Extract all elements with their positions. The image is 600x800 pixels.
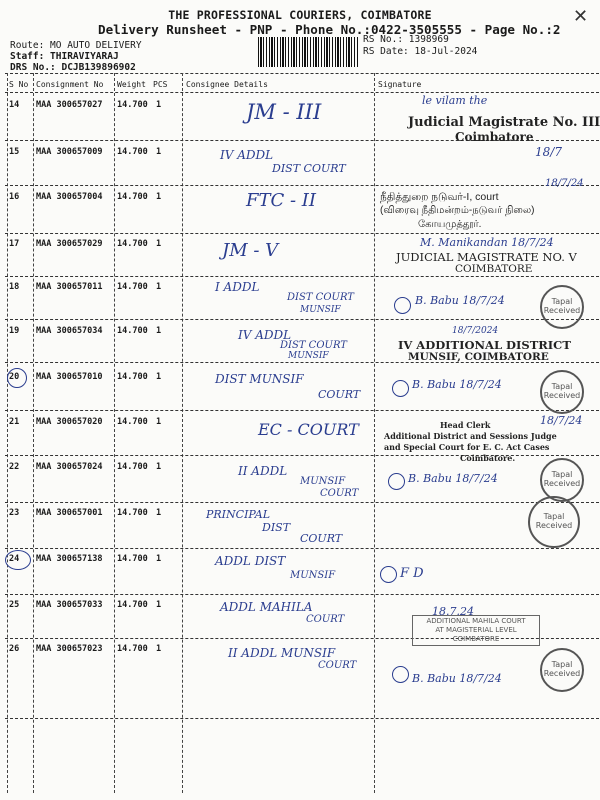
table-top-rule bbox=[5, 73, 599, 74]
consignee-handwriting: ADDL MAHILA bbox=[220, 600, 313, 614]
consignee-handwriting: IV ADDL bbox=[238, 328, 292, 342]
company-title: THE PROFESSIONAL COURIERS, COIMBATORE bbox=[168, 8, 432, 22]
column-divider bbox=[114, 73, 115, 793]
row-divider bbox=[5, 410, 599, 411]
signature-handwriting: le vilam the bbox=[422, 94, 488, 107]
consignee-handwriting: II ADDL MUNSIF bbox=[228, 646, 336, 660]
received-stamp: Tapal Received bbox=[540, 370, 584, 414]
row-serial: 18 bbox=[9, 282, 20, 292]
signature-handwriting: 18.7.24 bbox=[432, 605, 474, 618]
delivery-mark-icon bbox=[388, 473, 405, 490]
row-pcs: 1 bbox=[156, 326, 162, 336]
row-weight: 14.700 bbox=[117, 192, 148, 202]
row-weight: 14.700 bbox=[117, 644, 148, 654]
court-stamp-line: நீதித்துறை நடுவர்-I, court bbox=[380, 191, 499, 203]
row-consignment: MAA 300657138 bbox=[36, 554, 103, 564]
consignee-handwriting: DIST MUNSIF bbox=[215, 372, 304, 386]
consignee-handwriting: FTC - II bbox=[246, 190, 317, 211]
row-weight: 14.700 bbox=[117, 462, 148, 472]
column-header-pcs: PCS bbox=[153, 80, 168, 89]
route-label: Route: MO AUTO DELIVERY bbox=[10, 40, 142, 51]
delivery-mark-icon bbox=[392, 380, 409, 397]
court-stamp-line: கோயமுத்தூர். bbox=[418, 219, 482, 230]
signature-handwriting: B. Babu 18/7/24 bbox=[415, 294, 505, 307]
row-serial: 26 bbox=[9, 644, 20, 654]
row-pcs: 1 bbox=[156, 282, 162, 292]
consignee-handwriting: JM - III bbox=[246, 100, 322, 124]
row-consignment: MAA 300657029 bbox=[36, 239, 103, 249]
row-serial: 16 bbox=[9, 192, 20, 202]
court-stamp-line: Additional District and Sessions Judge bbox=[384, 431, 557, 441]
consignee-handwriting: IV ADDL bbox=[220, 148, 274, 162]
consignee-handwriting: COURT bbox=[300, 532, 343, 545]
column-header-consignee: Consignee Details bbox=[186, 80, 268, 89]
signature-handwriting: B. Babu 18/7/24 bbox=[412, 672, 502, 685]
row-serial: 20 bbox=[9, 372, 20, 382]
consignee-handwriting: ADDL DIST bbox=[215, 554, 286, 568]
rs-date: RS Date: 18-Jul-2024 bbox=[363, 46, 478, 57]
row-consignment: MAA 300657033 bbox=[36, 600, 103, 610]
row-weight: 14.700 bbox=[117, 372, 148, 382]
row-weight: 14.700 bbox=[117, 147, 148, 157]
consignee-handwriting: JM - V bbox=[222, 240, 279, 261]
consignee-handwriting: COURT bbox=[320, 488, 359, 499]
row-pcs: 1 bbox=[156, 644, 162, 654]
court-stamp-line: MUNSIF, COIMBATORE bbox=[408, 351, 549, 363]
row-consignment: MAA 300657010 bbox=[36, 372, 103, 382]
consignee-handwriting: EC - COURT bbox=[258, 420, 359, 439]
row-serial: 17 bbox=[9, 239, 20, 249]
consignee-handwriting: MUNSIF bbox=[300, 476, 346, 487]
received-stamp: Tapal Received bbox=[540, 458, 584, 502]
row-serial: 14 bbox=[9, 100, 20, 110]
court-stamp-line: Coimbatore. bbox=[460, 453, 516, 463]
consignee-handwriting: DIST bbox=[262, 521, 291, 534]
consignee-handwriting: I ADDL bbox=[215, 280, 260, 294]
consignee-handwriting: II ADDL bbox=[238, 464, 288, 478]
consignee-handwriting: COURT bbox=[306, 614, 345, 625]
row-divider bbox=[5, 548, 599, 549]
row-divider bbox=[5, 718, 599, 719]
signature-handwriting: F D bbox=[400, 566, 424, 581]
row-consignment: MAA 300657004 bbox=[36, 192, 103, 202]
row-weight: 14.700 bbox=[117, 554, 148, 564]
column-header-sno: S No bbox=[9, 80, 29, 89]
signature-handwriting: 18/7 bbox=[535, 145, 562, 159]
court-stamp-line: AT MAGISTERIAL LEVEL bbox=[435, 626, 517, 634]
column-divider bbox=[7, 73, 8, 793]
row-consignment: MAA 300657011 bbox=[36, 282, 103, 292]
court-stamp-line: JUDICIAL MAGISTRATE NO. V bbox=[396, 250, 577, 264]
court-stamp-line: ADDITIONAL MAHILA COURT bbox=[426, 617, 526, 625]
column-divider bbox=[374, 73, 375, 793]
row-weight: 14.700 bbox=[117, 282, 148, 292]
signature-handwriting: 18/7/2024 bbox=[452, 326, 499, 336]
row-divider bbox=[5, 185, 599, 186]
row-pcs: 1 bbox=[156, 417, 162, 427]
delivery-mark-icon bbox=[394, 297, 411, 314]
row-pcs: 1 bbox=[156, 600, 162, 610]
row-consignment: MAA 300657034 bbox=[36, 326, 103, 336]
row-pcs: 1 bbox=[156, 508, 162, 518]
received-stamp: Tapal Received bbox=[540, 648, 584, 692]
delivery-mark-icon bbox=[380, 566, 397, 583]
received-stamp: Tapal Received bbox=[540, 285, 584, 329]
signature-handwriting: M. Manikandan 18/7/24 bbox=[420, 236, 554, 249]
consignee-handwriting: COURT bbox=[318, 660, 357, 671]
row-circle-mark-icon bbox=[7, 368, 27, 388]
rs-number: RS No.: 1398969 bbox=[363, 34, 449, 45]
row-pcs: 1 bbox=[156, 192, 162, 202]
court-stamp-line: (விரைவு நீதிமன்றம்-நடுவர் நிலை) bbox=[380, 205, 535, 216]
row-weight: 14.700 bbox=[117, 239, 148, 249]
consignee-handwriting: MUNSIF bbox=[288, 351, 329, 361]
row-serial: 22 bbox=[9, 462, 20, 472]
table-header-rule bbox=[5, 92, 599, 93]
column-header-consignment: Consignment No bbox=[36, 80, 104, 89]
row-serial: 21 bbox=[9, 417, 20, 427]
row-pcs: 1 bbox=[156, 100, 162, 110]
row-serial: 25 bbox=[9, 600, 20, 610]
row-serial: 23 bbox=[9, 508, 20, 518]
court-rect-stamp bbox=[412, 615, 540, 646]
close-icon[interactable]: ✕ bbox=[573, 6, 589, 27]
row-divider bbox=[5, 594, 599, 595]
row-consignment: MAA 300657009 bbox=[36, 147, 103, 157]
row-pcs: 1 bbox=[156, 372, 162, 382]
court-stamp-line: COIMBATORE bbox=[455, 263, 533, 275]
row-divider bbox=[5, 233, 599, 234]
court-stamp-line: Head Clerk bbox=[440, 420, 491, 430]
consignee-handwriting: DIST COURT bbox=[280, 340, 347, 351]
court-stamp-line: IV ADDITIONAL DISTRICT bbox=[398, 338, 571, 352]
column-header-weight: Weight bbox=[117, 80, 146, 89]
drs-label: DRS No.: DCJB139896902 bbox=[10, 62, 136, 73]
row-pcs: 1 bbox=[156, 554, 162, 564]
row-serial: 24 bbox=[9, 554, 20, 564]
row-weight: 14.700 bbox=[117, 326, 148, 336]
signature-handwriting: B. Babu 18/7/24 bbox=[408, 472, 498, 485]
runsheet-title: Delivery Runsheet - PNP - Phone No.:0422-3505555 - Page No.:2 bbox=[98, 22, 561, 37]
barcode bbox=[258, 37, 358, 67]
row-consignment: MAA 300657024 bbox=[36, 462, 103, 472]
signature-handwriting: 18/7/24 bbox=[545, 178, 584, 189]
consignee-handwriting: PRINCIPAL bbox=[206, 508, 271, 521]
consignee-handwriting: MUNSIF bbox=[300, 305, 341, 315]
row-serial: 15 bbox=[9, 147, 20, 157]
row-weight: 14.700 bbox=[117, 508, 148, 518]
consignee-handwriting: MUNSIF bbox=[290, 570, 336, 581]
consignee-handwriting: DIST COURT bbox=[272, 162, 346, 175]
court-stamp-line: Judicial Magistrate No. III bbox=[408, 115, 600, 130]
court-stamp-line: and Special Court for E. C. Act Cases bbox=[384, 442, 550, 452]
row-consignment: MAA 300657023 bbox=[36, 644, 103, 654]
row-divider bbox=[5, 502, 599, 503]
row-pcs: 1 bbox=[156, 147, 162, 157]
row-consignment: MAA 300657027 bbox=[36, 100, 103, 110]
row-weight: 14.700 bbox=[117, 100, 148, 110]
row-weight: 14.700 bbox=[117, 600, 148, 610]
signature-handwriting: 18/7/24 bbox=[540, 414, 583, 427]
row-pcs: 1 bbox=[156, 462, 162, 472]
row-circle-mark-icon bbox=[5, 550, 31, 570]
column-divider bbox=[182, 73, 183, 793]
row-weight: 14.700 bbox=[117, 417, 148, 427]
row-consignment: MAA 300657020 bbox=[36, 417, 103, 427]
court-stamp-line: COIMBATORE bbox=[452, 635, 500, 643]
row-pcs: 1 bbox=[156, 239, 162, 249]
signature-handwriting: B. Babu 18/7/24 bbox=[412, 378, 502, 391]
row-divider bbox=[5, 276, 599, 277]
delivery-mark-icon bbox=[392, 666, 409, 683]
column-divider bbox=[33, 73, 34, 793]
consignee-handwriting: COURT bbox=[318, 388, 361, 401]
column-header-signature: Signature bbox=[378, 80, 422, 89]
received-stamp: Tapal Received bbox=[528, 496, 580, 548]
row-consignment: MAA 300657001 bbox=[36, 508, 103, 518]
staff-label: Staff: THIRAVIYARAJ bbox=[10, 51, 119, 62]
consignee-handwriting: DIST COURT bbox=[287, 292, 354, 303]
court-stamp-line: Coimbatore bbox=[455, 130, 534, 144]
row-divider bbox=[5, 319, 599, 320]
row-serial: 19 bbox=[9, 326, 20, 336]
